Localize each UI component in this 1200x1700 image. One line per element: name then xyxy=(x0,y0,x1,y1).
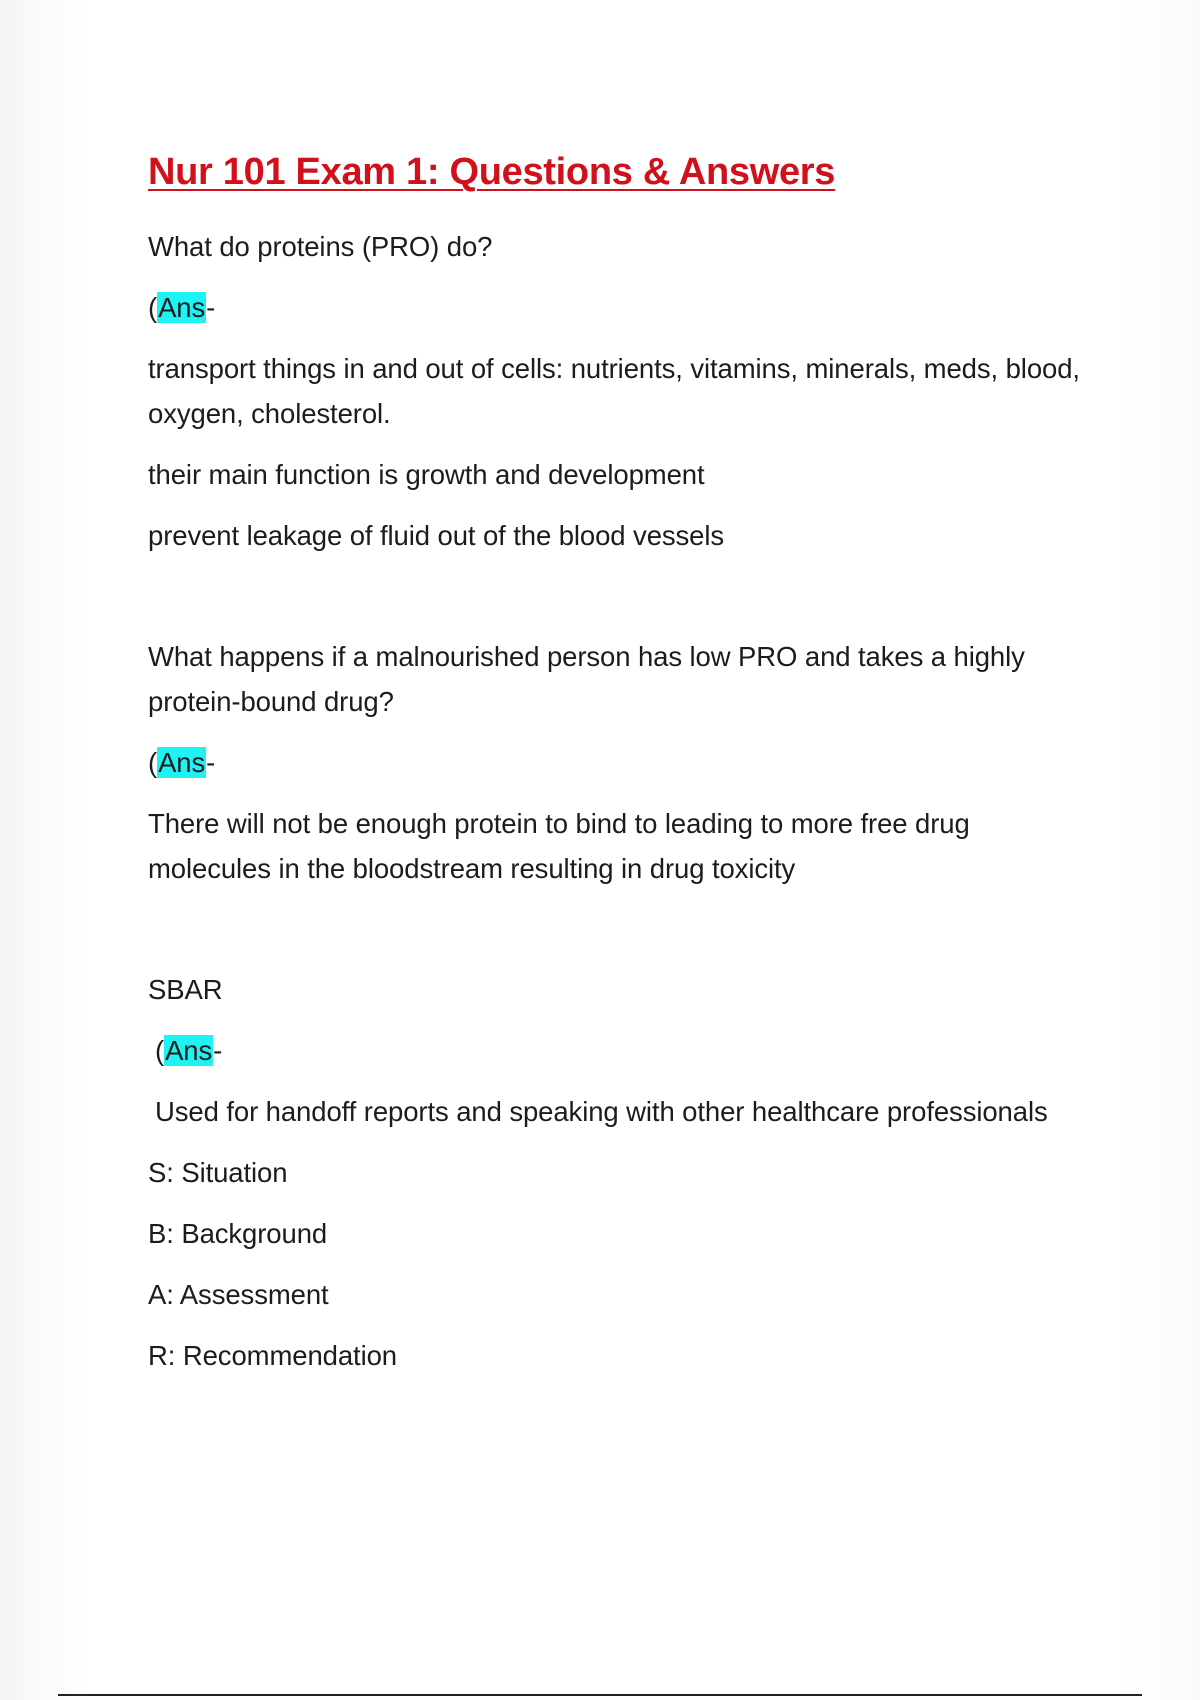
question-text: What happens if a malnourished person has low PRO and takes a highly protein-bound drug? xyxy=(148,640,1025,717)
answer-line: R: Recommendation xyxy=(148,1339,397,1371)
answer-dash: - xyxy=(206,746,216,778)
answer-paren: ( xyxy=(148,291,158,323)
answer-line xyxy=(148,1089,1088,1134)
qa-block-1 xyxy=(148,224,1088,558)
answer-line: their main function is growth and development xyxy=(148,458,705,490)
document-content xyxy=(148,150,1088,1394)
section-spacer xyxy=(148,574,1088,634)
answer-line: prevent leakage of fluid out of the blood vessels xyxy=(148,519,725,551)
answer-highlight: Ans xyxy=(158,291,206,323)
question-text: What do proteins (PRO) do? xyxy=(148,230,493,262)
answer-paren: ( xyxy=(148,746,158,778)
document-title: Nur 101 Exam 1: Questions & Answers xyxy=(148,151,836,193)
answer-line-text: Used for handoff reports and speaking with other healthcare professionals xyxy=(155,1095,1048,1127)
answer-highlight: Ans xyxy=(158,746,206,778)
answer-line: S: Situation xyxy=(148,1156,288,1188)
answer-line: transport things in and out of cells: nutrients, vitamins, minerals, meds, blood, oxygen, cholesterol. xyxy=(148,352,1080,429)
answer-line: A: Assessment xyxy=(148,1278,329,1310)
answer-line: B: Background xyxy=(148,1217,328,1249)
answer-dash: - xyxy=(206,291,216,323)
answer-highlight: Ans xyxy=(165,1034,213,1066)
answer-label xyxy=(148,1028,1088,1073)
answer-label xyxy=(148,285,1088,330)
question-text: SBAR xyxy=(148,973,223,1005)
qa-block-3 xyxy=(148,967,1088,1378)
answer-label xyxy=(148,740,1088,785)
section-spacer xyxy=(148,907,1088,967)
qa-block-2 xyxy=(148,634,1088,891)
answer-line: There will not be enough protein to bind to leading to more free drug molecules in the bloodstream resulting in drug toxicity xyxy=(148,807,970,884)
bottom-rule xyxy=(58,1694,1142,1696)
answer-paren: ( xyxy=(155,1034,165,1066)
answer-dash: - xyxy=(213,1034,223,1066)
